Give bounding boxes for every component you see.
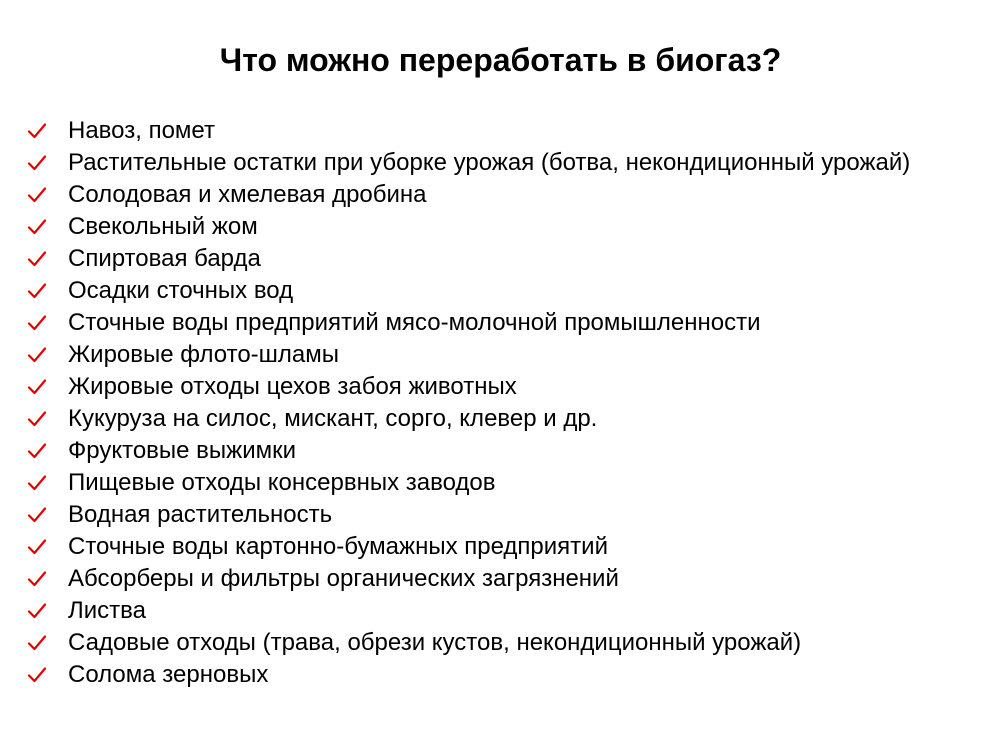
list-item-label: Фруктовые выжимки [68,437,297,464]
check-icon [28,539,46,555]
list-item [22,499,922,531]
list-item [22,243,922,275]
check-icon [28,667,46,683]
list-item-label: Садовые отходы (трава, обрези кустов, некондиционный урожай) [68,629,802,656]
list-item-label: Сточные воды картонно-бумажных предприятий [68,533,608,560]
list-item-label: Кукуруза на силос, мискант, сорго, клевер и др. [68,405,598,432]
list-item-label: Свекольный жом [68,213,258,240]
list-item [22,467,922,499]
list-item-label: Листва [68,597,146,624]
check-icon [28,603,46,619]
check-icon [28,379,46,395]
page-title: Что можно переработать в биогаз? [219,42,782,78]
list-item [22,659,922,691]
list-item [22,115,922,147]
check-icon [28,347,46,363]
check-icon [28,123,46,139]
list-item [22,403,922,435]
check-icon [28,219,46,235]
check-icon [28,315,46,331]
list-item [22,307,922,339]
check-icon [28,443,46,459]
check-icon [28,251,46,267]
list-item [22,275,922,307]
list-item-label: Солодовая и хмелевая дробина [68,181,427,208]
list-item [22,371,922,403]
list-item [22,531,922,563]
list-item-label: Растительные остатки при уборке урожая (ботва, некондиционный урожай) [68,149,911,176]
list-item-label: Сточные воды предприятий мясо-молочной промышленности [68,309,761,336]
list-item-label: Жировые отходы цехов забоя животных [68,373,517,400]
list-item-label: Водная растительность [68,501,333,528]
list-item [22,147,922,179]
check-icon [28,475,46,491]
list-item-label: Навоз, помет [68,117,215,144]
list-item [22,211,922,243]
check-icon [28,507,46,523]
list-item-label: Солома зерновых [68,661,269,688]
list-item-label: Пищевые отходы консервных заводов [68,469,496,496]
list-item [22,435,922,467]
list-item-label: Жировые флото-шламы [68,341,340,368]
list-item [22,339,922,371]
check-icon [28,187,46,203]
check-icon [28,283,46,299]
item-list [22,115,922,691]
check-icon [28,411,46,427]
check-icon [28,155,46,171]
list-item [22,179,922,211]
list-item [22,627,922,659]
check-icon [28,635,46,651]
list-item [22,563,922,595]
list-item-label: Осадки сточных вод [68,277,294,304]
list-item-label: Абсорберы и фильтры органических загрязнений [68,565,619,592]
list-item-label: Спиртовая барда [68,245,261,272]
check-icon [28,571,46,587]
list-item [22,595,922,627]
